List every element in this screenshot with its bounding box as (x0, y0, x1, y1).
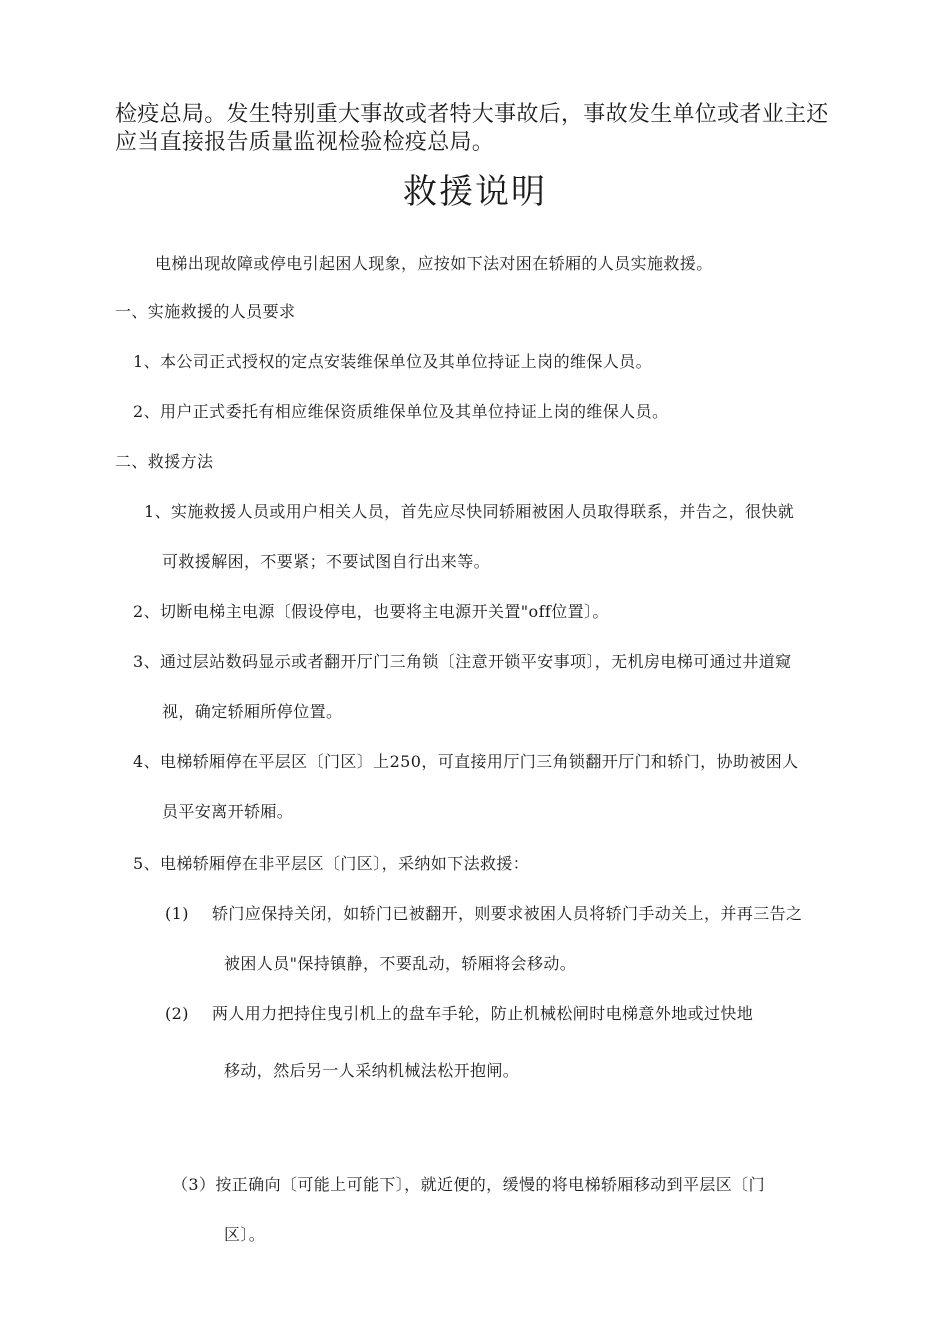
section-1-item-1: 1、本公司正式授权的定点安装维保单位及其单位持证上岗的维保人员。 (133, 352, 652, 371)
section-2-heading: 二、救援方法 (115, 452, 214, 471)
section-2-item-2: 2、切断电梯主电源〔假设停电，也要将主电源开关置"off位置〕。 (133, 602, 609, 621)
intro-line-1: 检疫总局。发生特别重大事故或者特大事故后，事故发生单位或者业主还 (115, 102, 829, 127)
section-2-item-3-line-2: 视，确定轿厢所停位置。 (162, 702, 343, 721)
section-2-item-5: 5、电梯轿厢停在非平层区〔门区〕，采纳如下法救援： (133, 854, 530, 873)
sub-item-2-number: (2) (165, 1004, 189, 1023)
sub-item-3-line-2: 区〕。 (224, 1225, 266, 1244)
section-2-item-3-line-1: 3、通过层站数码显示或者翻开厅门三角锁〔注意开锁平安事项〕，无机房电梯可通过井道窥 (133, 652, 792, 671)
sub-item-2-line-1: 两人用力把持住曳引机上的盘车手轮，防止机械松闸时电梯意外地或过快地 (212, 1004, 754, 1023)
sub-item-1-line-2: 被困人员"保持镇静，不要乱动，轿厢将会移动。 (224, 954, 577, 973)
lead-paragraph: 电梯出现故障或停电引起困人现象，应按如下法对困在轿厢的人员实施救援。 (155, 254, 713, 273)
intro-line-2: 应当直接报告质量监视检验检疫总局。 (115, 130, 495, 155)
section-2-item-4-line-1: 4、电梯轿厢停在平层区〔门区〕上250，可直接用厅门三角锁翻开厅门和轿门，协助被困人 (133, 752, 799, 771)
document-title: 救援说明 (403, 172, 547, 212)
section-2-item-1-line-1: 1、实施救援人员或用户相关人员，首先应尽快同轿厢被困人员取得联系，并告之，很快就 (144, 502, 795, 521)
sub-item-3-line-1: （3）按正确向〔可能上可能下〕，就近便的，缓慢的将电梯轿厢移动到平层区〔门 (172, 1175, 765, 1194)
sub-item-2-line-2: 移动，然后另一人采纳机械法松开抱闸。 (224, 1061, 520, 1080)
section-1-item-2: 2、用户正式委托有相应维保资质维保单位及其单位持证上岗的维保人员。 (133, 402, 669, 421)
section-2-item-1-line-2: 可救援解困，不要紧；不要试图自行出来等。 (162, 552, 491, 571)
section-1-heading: 一、实施救援的人员要求 (115, 302, 296, 321)
sub-item-1-line-1: 轿门应保持关闭，如轿门已被翻开，则要求被困人员将轿门手动关上，并再三告之 (212, 904, 803, 923)
sub-item-1-number: (1) (165, 904, 189, 923)
section-2-item-4-line-2: 员平安离开轿厢。 (162, 802, 294, 821)
